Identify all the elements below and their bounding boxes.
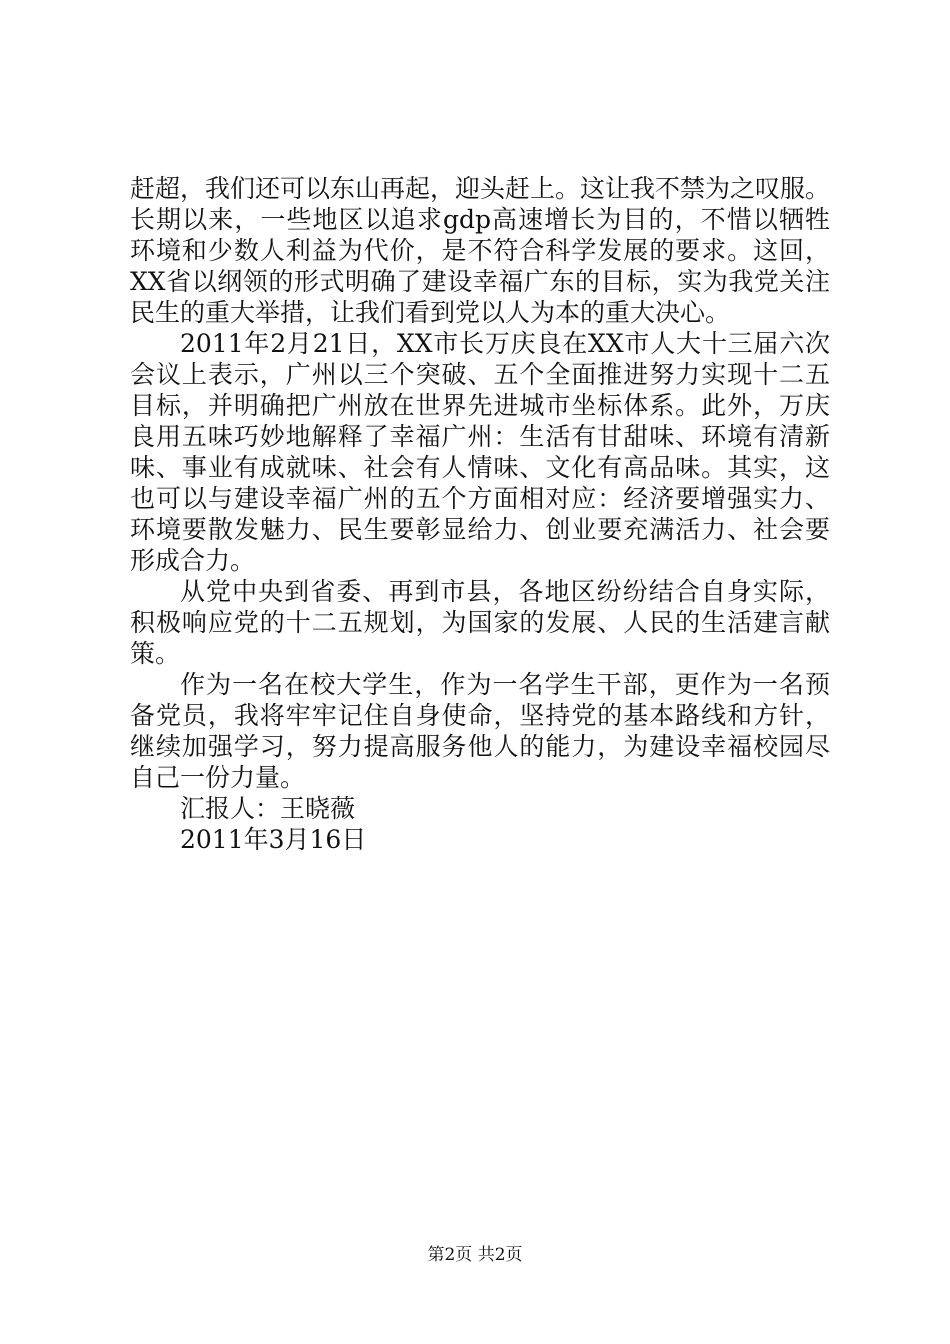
paragraph-1-line-5: 民生的重大举措，让我们看到党以人为本的重大决心。 (130, 298, 731, 327)
page-number-footer: 第2页 共2页 (427, 1245, 523, 1265)
reporter-signature: 汇报人：王晓薇 (180, 794, 356, 823)
paragraph-4-line-3: 继续加强学习，努力提高服务他人的能力，为建设幸福校园尽 (130, 732, 830, 761)
report-date: 2011年3月16日 (180, 825, 367, 854)
paragraph-1-line-1: 赶超，我们还可以东山再起，迎头赶上。这让我不禁为之叹服。 (130, 174, 831, 203)
paragraph-2-line-2: 会议上表示，广州以三个突破、五个全面推进努力实现十二五 (130, 360, 830, 389)
paragraph-3-line-2: 积极响应党的十二五规划，为国家的发展、人民的生活建言献 (130, 608, 830, 637)
paragraph-4-line-4: 自己一份力量。 (130, 763, 306, 792)
paragraph-4-line-2: 备党员，我将牢牢记住自身使命，坚持党的基本路线和方针， (130, 701, 830, 730)
paragraph-4-line-1: 作为一名在校大学生，作为一名学生干部，更作为一名预 (180, 670, 830, 699)
paragraph-2-line-6: 也可以与建设幸福广州的五个方面相对应：经济要增强实力、 (130, 484, 830, 513)
paragraph-1-line-2: 长期以来，一些地区以追求gdp高速增长为目的，不惜以牺牲 (130, 205, 830, 234)
paragraph-3-line-1: 从党中央到省委、再到市县，各地区纷纷结合自身实际， (180, 577, 830, 606)
paragraph-1-line-3: 环境和少数人利益为代价，是不符合科学发展的要求。这回， (130, 236, 830, 265)
paragraph-2-line-5: 味、事业有成就味、社会有人情味、文化有高品味。其实，这 (130, 453, 830, 482)
paragraph-3-line-3: 策。 (130, 639, 181, 668)
paragraph-2-line-4: 良用五味巧妙地解释了幸福广州：生活有甘甜味、环境有清新 (130, 422, 830, 451)
paragraph-2-line-8: 形成合力。 (130, 546, 256, 575)
paragraph-2-line-1: 2011年2月21日，XX市长万庆良在XX市人大十三届六次 (180, 329, 830, 358)
paragraph-1-line-4: XX省以纲领的形式明确了建设幸福广东的目标，实为我党关注 (130, 267, 830, 296)
paragraph-2-line-7: 环境要散发魅力、民生要彰显给力、创业要充满活力、社会要 (130, 515, 830, 544)
document-body (130, 173, 830, 855)
paragraph-2-line-3: 目标，并明确把广州放在世界先进城市坐标体系。此外，万庆 (130, 391, 830, 420)
